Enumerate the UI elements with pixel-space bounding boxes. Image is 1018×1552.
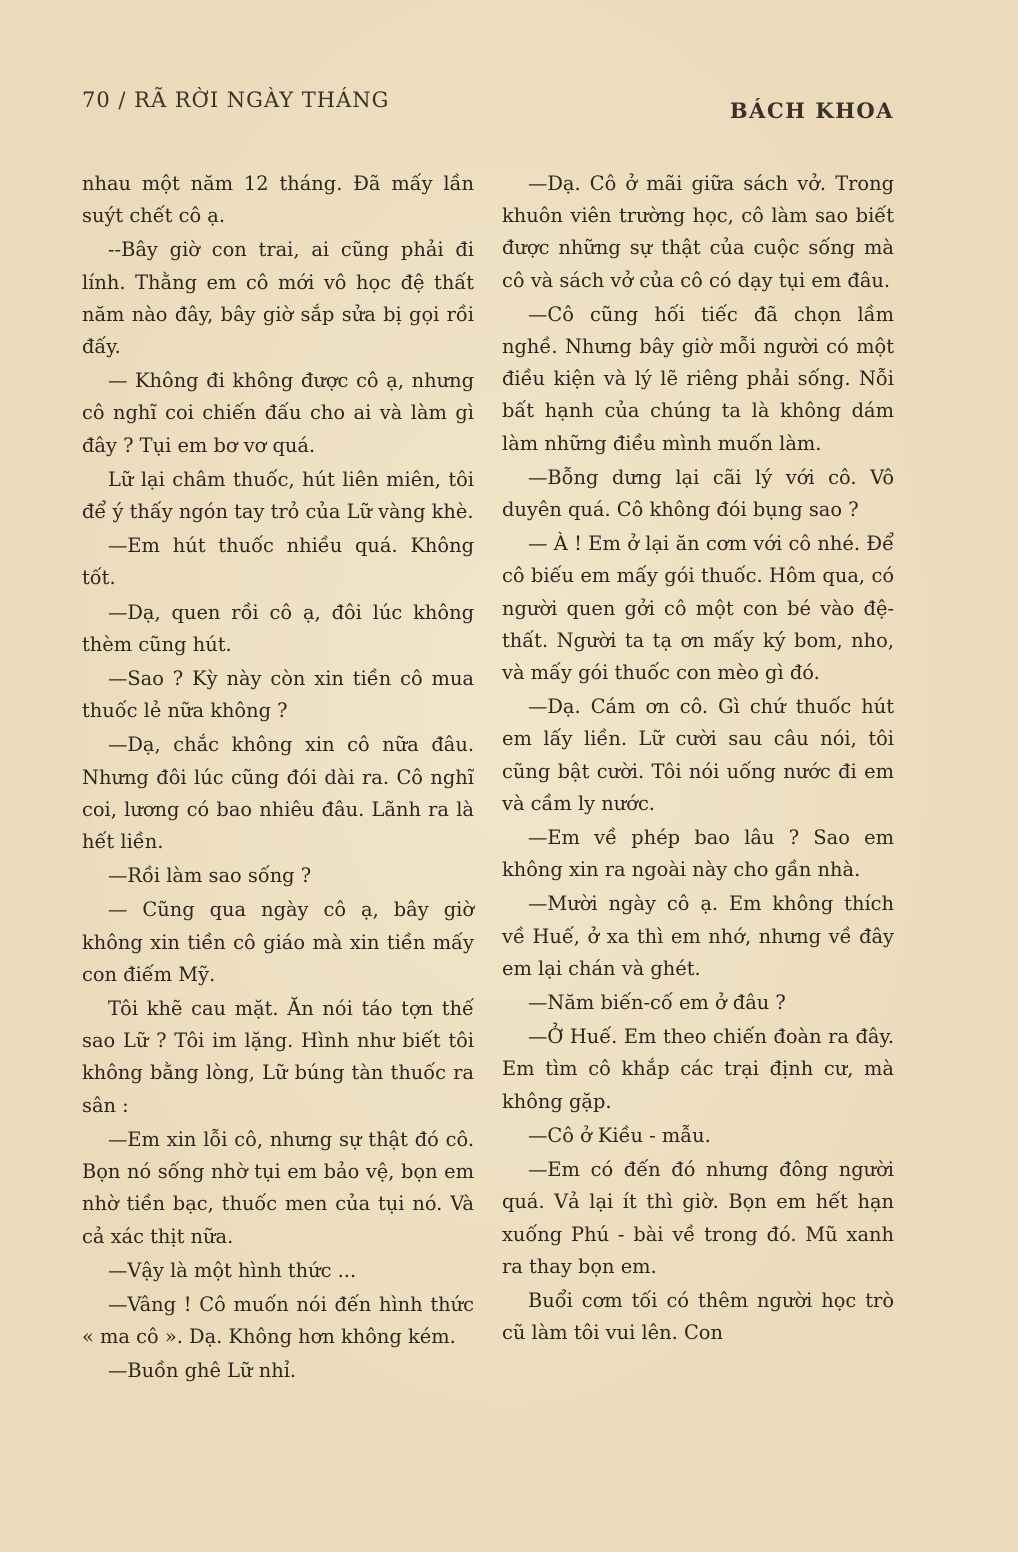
header-magazine-name: BÁCH KHOA (729, 98, 894, 123)
paragraph: Buổi cơm tối có thêm người học trò cũ làm tôi vui lên. Con (502, 1288, 894, 1345)
paragraph: — Cũng qua ngày cô ạ, bây giờ không xin tiền cô giáo mà xin tiền mấy con điếm Mỹ. (82, 898, 474, 986)
paragraph: —Dạ. Cám ơn cô. Gì chứ thuốc hút em lấy liền. Lữ cười sau câu nói, tôi cũng bật cười. Tôi nói uống nước đi em và cầm ly nước. (502, 695, 894, 815)
paragraph: Tôi khẽ cau mặt. Ăn nói táo tợn thế sao Lữ ? Tôi im lặng. Hình như biết tôi không bằng lòng, Lữ búng tàn thuốc ra sân : (82, 997, 474, 1117)
paragraph: —Em có đến đó nhưng đông người quá. Vả lại ít thì giờ. Bọn em hết hạn xuống Phú - bài về trong đó. Mũ xanh ra thay bọn em. (502, 1158, 894, 1278)
paragraph: —Rồi làm sao sống ? (108, 864, 312, 888)
paragraph: —Dạ. Cô ở mãi giữa sách vở. Trong khuôn viên trường học, cô làm sao biết được những sự thật của cuộc sống mà cô và sách vở của cô có dạy tụi em đâu. (502, 172, 894, 292)
header-page-title: 70 / RÃ RỜI NGÀY THÁNG (82, 88, 390, 112)
paragraph: —Em về phép bao lâu ? Sao em không xin ra ngoài này cho gần nhà. (502, 826, 894, 882)
page-header (82, 88, 894, 128)
paragraph: nhau một năm 12 tháng. Đã mấy lần suýt chết cô ạ. (82, 172, 474, 228)
paragraph: —Ở Huế. Em theo chiến đoàn ra đây. Em tìm cô khắp các trại định cư, mà không gặp. (502, 1025, 894, 1113)
paragraph: —Dạ, quen rồi cô ạ, đôi lúc không thèm cũng hút. (82, 600, 474, 656)
paragraph: —Mười ngày cô ạ. Em không thích về Huế, ở xa thì em nhớ, nhưng về đây em lại chán và ghét. (502, 892, 894, 980)
paragraph: —Dạ, chắc không xin cô nữa đâu. Nhưng đôi lúc cũng đói dài ra. Cô nghĩ coi, lương có bao nhiêu đâu. Lãnh ra là hết liền. (82, 733, 474, 854)
paragraph: —Em xin lỗi cô, nhưng sự thật đó cô. Bọn nó sống nhờ tụi em bảo vệ, bọn em nhờ tiền bạc, thuốc men của tụi nó. Và cả xác thịt nữa. (82, 1127, 474, 1248)
paragraph: —Em hút thuốc nhiều quá. Không tốt. (82, 534, 474, 590)
right-column (502, 168, 894, 1351)
paragraph: --Bây giờ con trai, ai cũng phải đi lính. Thằng em cô mới vô học đệ thất năm nào đây, bây giờ sắp sửa bị gọi rồi đấy. (82, 238, 474, 359)
paragraph: —Sao ? Kỳ này còn xin tiền cô mua thuốc lẻ nữa không ? (82, 667, 474, 723)
paragraph: — À ! Em ở lại ăn cơm với cô nhé. Để cô biếu em mấy gói thuốc. Hôm qua, có người quen gởi cô một con bé vào đệ-thất. Người ta tạ ơn mấy ký bom, nho, và mấy gói thuốc con mèo gì đó. (502, 532, 894, 685)
paragraph: Lữ lại châm thuốc, hút liên miên, tôi để ý thấy ngón tay trỏ của Lữ vàng khè. (82, 467, 474, 524)
paragraph: —Năm biến-cố em ở đâu ? (528, 991, 786, 1015)
left-column (82, 168, 474, 1390)
paragraph: —Bỗng dưng lại cãi lý với cô. Vô duyên quá. Cô không đói bụng sao ? (502, 465, 894, 522)
paragraph: —Buồn ghê Lữ nhỉ. (108, 1359, 297, 1383)
paragraph: —Cô cũng hối tiếc đã chọn lầm nghề. Nhưng bây giờ mỗi người có một điều kiện và lý lẽ riêng phải sống. Nỗi bất hạnh của chúng ta là không dám làm những điều mình muốn làm. (502, 302, 894, 455)
paragraph: —Vậy là một hình thức ... (108, 1258, 357, 1282)
paragraph: —Vâng ! Cô muốn nói đến hình thức « ma cô ». Dạ. Không hơn không kém. (82, 1292, 474, 1349)
paragraph: — Không đi không được cô ạ, nhưng cô nghĩ coi chiến đấu cho ai và làm gì đây ? Tụi em bơ vơ quá. (82, 369, 474, 457)
paragraph: —Cô ở Kiều - mẫu. (528, 1123, 711, 1147)
